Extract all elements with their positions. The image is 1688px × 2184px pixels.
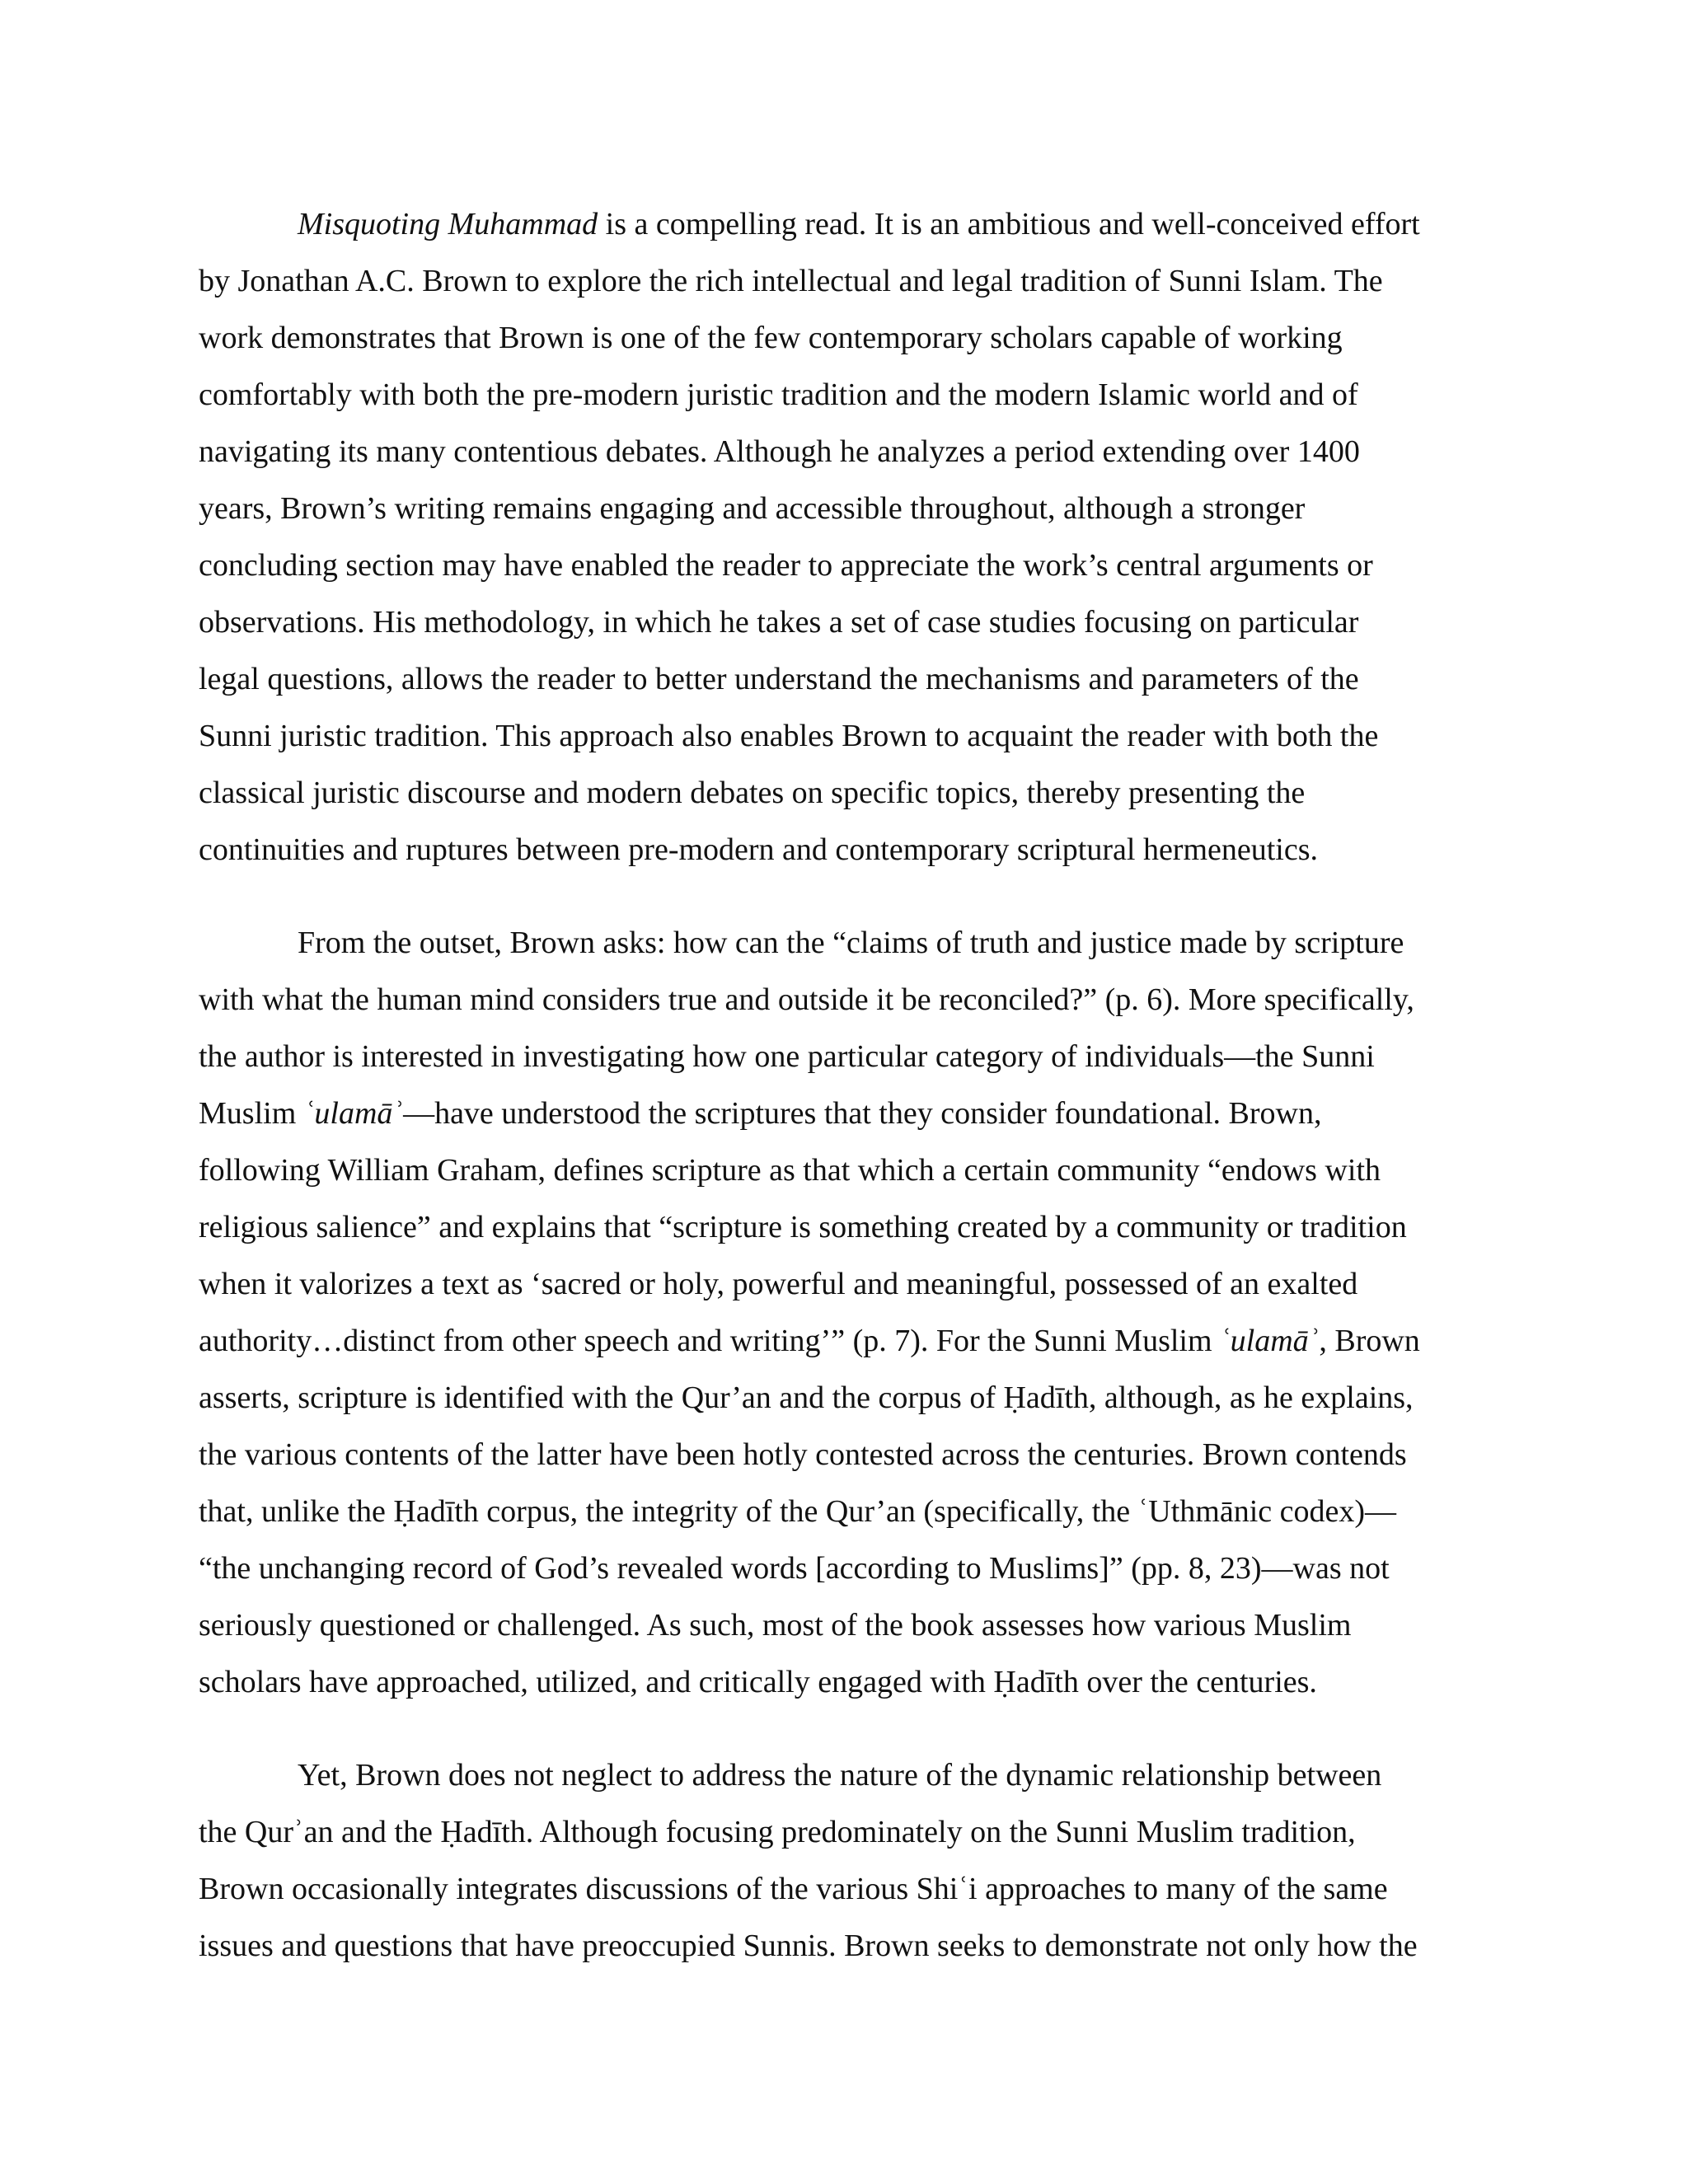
line-text: Sunni juristic tradition. This approach also enables Brown to acquaint the reader with both the	[199, 719, 1379, 753]
line-text: navigating its many contentious debates. Although he analyzes a period extending over 1400	[199, 434, 1360, 469]
line-text: “the unchanging record of God’s revealed words [according to Muslims]” (pp. 8, 23)—was not	[199, 1551, 1390, 1586]
body-text	[199, 196, 1491, 2011]
text-line	[199, 1085, 1491, 1142]
text-line	[199, 196, 1491, 253]
line-text: scholars have approached, utilized, and critically engaged with Ḥadīth over the centuries.	[199, 1665, 1317, 1699]
text-line	[199, 594, 1491, 651]
line-text: concluding section may have enabled the reader to appreciate the work’s central arguments or	[199, 548, 1373, 583]
text-line	[199, 1142, 1491, 1199]
line-text: From the outset, Brown asks: how can the “claims of truth and justice made by scripture	[298, 926, 1404, 960]
text-line	[199, 537, 1491, 594]
line-text: —have understood the scriptures that they consider foundational. Brown,	[403, 1096, 1322, 1131]
line-text: the author is interested in investigating how one particular category of individuals—the Sunni	[199, 1039, 1375, 1074]
line-text: , Brown	[1319, 1324, 1420, 1358]
text-line	[199, 1861, 1491, 1918]
text-line	[199, 480, 1491, 537]
line-text: asserts, scripture is identified with the Qur’an and the corpus of Ḥadīth, although, as he explains,	[199, 1380, 1414, 1415]
text-line	[199, 1918, 1491, 1975]
line-text: the various contents of the latter have been hotly contested across the centuries. Brown contends	[199, 1437, 1407, 1472]
paragraph-2	[199, 915, 1491, 1711]
text-line	[199, 1804, 1491, 1861]
text-line	[199, 367, 1491, 424]
line-text: work demonstrates that Brown is one of the few contemporary scholars capable of working	[199, 321, 1343, 355]
italic-term: ʿulamāʾ	[303, 1096, 404, 1131]
text-line	[199, 1199, 1491, 1256]
line-text: classical juristic discourse and modern debates on specific topics, thereby presenting the	[199, 776, 1306, 810]
text-line	[199, 1483, 1491, 1540]
text-line	[199, 310, 1491, 367]
text-line	[199, 1654, 1491, 1711]
line-text: religious salience” and explains that “scripture is something created by a community or tradition	[199, 1210, 1407, 1244]
line-text: Brown occasionally integrates discussions of the various Shiʿi approaches to many of the same	[199, 1872, 1388, 1906]
text-line	[199, 253, 1491, 310]
text-line	[199, 1029, 1491, 1085]
text-line	[199, 1747, 1491, 1804]
line-text: authority…distinct from other speech and writing’” (p. 7). For the Sunni Muslim	[199, 1324, 1221, 1358]
line-text: continuities and ruptures between pre-modern and contemporary scriptural hermeneutics.	[199, 832, 1319, 867]
text-line	[199, 1370, 1491, 1427]
line-text: the Qurʾan and the Ḥadīth. Although focusing predominately on the Sunni Muslim tradition,	[199, 1815, 1356, 1849]
line-text: legal questions, allows the reader to better understand the mechanisms and parameters of the	[199, 662, 1359, 696]
line-text: following William Graham, defines scripture as that which a certain community “endows with	[199, 1153, 1381, 1188]
line-text: when it valorizes a text as ‘sacred or holy, powerful and meaningful, possessed of an exalted	[199, 1267, 1358, 1301]
line-text: seriously questioned or challenged. As such, most of the book assesses how various Muslim	[199, 1608, 1352, 1643]
text-line	[199, 1597, 1491, 1654]
line-text: that, unlike the Ḥadīth corpus, the integrity of the Qur’an (specifically, the ʿUthmānic codex)—	[199, 1494, 1397, 1529]
text-line	[199, 1256, 1491, 1313]
line-text: by Jonathan A.C. Brown to explore the rich intellectual and legal tradition of Sunni Islam. The	[199, 264, 1383, 298]
text-line	[199, 1540, 1491, 1597]
text-line	[199, 822, 1491, 879]
text-line	[199, 972, 1491, 1029]
line-text: Muslim	[199, 1096, 304, 1131]
text-line	[199, 915, 1491, 972]
text-line	[199, 708, 1491, 765]
line-text: with what the human mind considers true and outside it be reconciled?” (p. 6). More specifically,	[199, 982, 1414, 1017]
paragraph-1	[199, 196, 1491, 879]
text-line	[199, 1313, 1491, 1370]
line-text: years, Brown’s writing remains engaging and accessible throughout, although a stronger	[199, 491, 1306, 526]
line-text: observations. His methodology, in which he takes a set of case studies focusing on particular	[199, 605, 1359, 640]
text-line	[199, 424, 1491, 480]
line-text: issues and questions that have preoccupied Sunnis. Brown seeks to demonstrate not only how the	[199, 1929, 1418, 1963]
italic-term: Misquoting Muhammad	[298, 207, 598, 241]
paragraph-3	[199, 1747, 1491, 1975]
line-text: Yet, Brown does not neglect to address the nature of the dynamic relationship between	[298, 1758, 1382, 1793]
text-line	[199, 765, 1491, 822]
line-text: comfortably with both the pre-modern juristic tradition and the modern Islamic world and of	[199, 377, 1358, 412]
text-line	[199, 1427, 1491, 1483]
line-text: is a compelling read. It is an ambitious and well-conceived effort	[598, 207, 1420, 241]
text-line	[199, 651, 1491, 708]
italic-term: ʿulamāʾ	[1220, 1324, 1320, 1358]
